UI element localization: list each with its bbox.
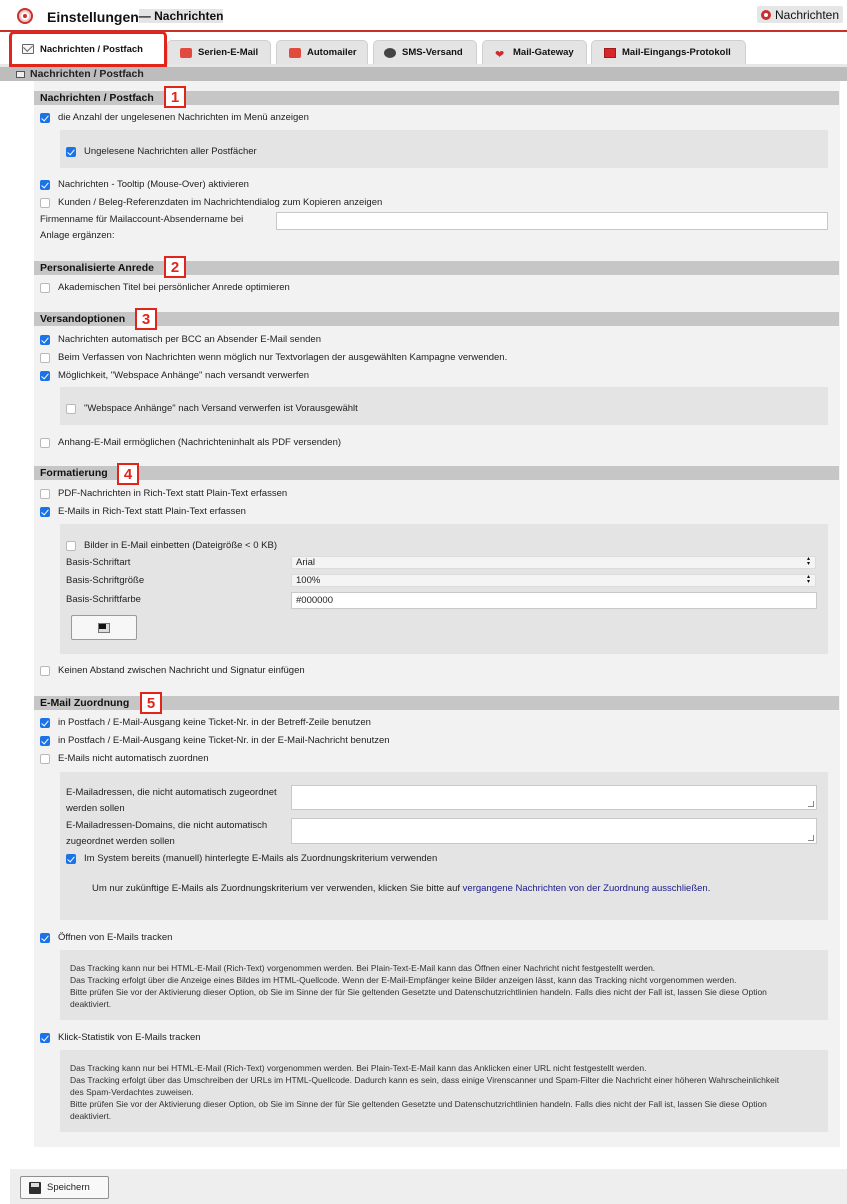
breadcrumb (0, 67, 847, 81)
section-header-anrede (34, 261, 839, 275)
option-pdf-richtext[interactable] (40, 488, 287, 499)
page-title-main: Einstellungen (47, 9, 139, 25)
tab-label: Nachrichten / Postfach (40, 43, 143, 55)
option-track-open[interactable] (40, 932, 172, 943)
checkbox-unchecked[interactable] (40, 438, 50, 448)
assignment-info-box (86, 871, 817, 905)
font-color-input[interactable]: #000000 (291, 592, 817, 609)
checkbox-unchecked[interactable] (40, 353, 50, 363)
option-no-auto-assign[interactable] (40, 753, 209, 764)
annotation-badge: 3 (135, 308, 157, 330)
option-ticket-subject[interactable] (40, 717, 371, 728)
note-line: Das Tracking erfolgt über das Umschreiben der URLs im HTML-Quellcode. Dadurch kann es sein, dass einige Virenscanner und Spam-Filter die Nachricht einer höheren Wahrscheinlichkeit (70, 1075, 780, 1085)
option-label: die Anzahl der ungelesenen Nachrichten im Menü anzeigen (58, 112, 309, 123)
section-title: Versandoptionen (40, 313, 126, 325)
save-disk-icon (29, 1182, 41, 1194)
option-attachment[interactable] (40, 437, 341, 448)
note-line: Bitte prüfen Sie vor der Aktivierung dieser Option, ob Sie im Sinne der für Sie geltenden Gesetzte und Datenschutzrichtlinien handeln. Falls dies nicht der Fall ist, lassen Sie diese Option (70, 987, 767, 997)
option-label: Akademischen Titel bei persönlicher Anrede optimieren (58, 282, 290, 293)
checkbox-checked[interactable] (40, 933, 50, 943)
annotation-badge: 2 (164, 256, 186, 278)
tab-nachrichten-postfach[interactable] (9, 31, 167, 67)
label-line: E-Mailadressen, die nicht automatisch zugeordnet (66, 787, 277, 798)
company-name-label (40, 212, 243, 244)
checkbox-unchecked[interactable] (40, 489, 50, 499)
note-line: des Spam-Verdachtes zuweisen. (70, 1087, 194, 1097)
option-track-click[interactable] (40, 1032, 201, 1043)
font-size-select-value: 100% (296, 575, 321, 586)
option-references[interactable] (40, 197, 382, 208)
mail-icon (16, 71, 25, 78)
protocol-icon (604, 48, 616, 58)
save-button[interactable] (20, 1176, 109, 1199)
font-size-select[interactable] (291, 574, 816, 587)
option-label: Keinen Abstand zwischen Nachricht und Signatur einfügen (58, 665, 305, 676)
option-label: Klick-Statistik von E-Mails tracken (58, 1032, 201, 1043)
checkbox-checked[interactable] (40, 736, 50, 746)
tab-label: Mail-Gateway (513, 47, 574, 58)
breadcrumb-label: Nachrichten / Postfach (30, 68, 144, 80)
checkbox-checked[interactable] (40, 180, 50, 190)
tab-label: Serien-E-Mail (198, 47, 259, 58)
save-button-label: Speichern (47, 1182, 90, 1193)
section-header-postfach (34, 91, 839, 105)
option-embed-images[interactable] (66, 540, 277, 551)
section-title: Nachrichten / Postfach (40, 92, 154, 104)
checkbox-checked[interactable] (40, 507, 50, 517)
checkbox-checked[interactable] (40, 335, 50, 345)
domains-textarea[interactable] (291, 818, 817, 844)
option-ticket-body[interactable] (40, 735, 390, 746)
exclude-past-messages-link[interactable]: vergangene Nachrichten von der Zuordnung ausschließen (462, 882, 708, 894)
tab-label: SMS-Versand (402, 47, 463, 58)
sms-icon (384, 48, 396, 58)
note-line: Das Tracking kann nur bei HTML-E-Mail (Rich-Text) vorgenommen werden. Bei Plain-Text-E-Mail kann das Öffnen einer Nachricht nicht festgestellt werden. (70, 963, 656, 973)
checkbox-checked[interactable] (40, 113, 50, 123)
option-label: in Postfach / E-Mail-Ausgang keine Ticket-Nr. in der Betreff-Zeile benutzen (58, 717, 371, 728)
resize-handle-icon[interactable] (808, 835, 814, 841)
annotation-badge: 1 (164, 86, 186, 108)
font-color-label: Basis-Schriftfarbe (66, 594, 141, 605)
option-label: Öffnen von E-Mails tracken (58, 932, 173, 943)
label-line: E-Mailadressen-Domains, die nicht automatisch (66, 820, 268, 831)
tab-sms-versand[interactable] (373, 40, 477, 64)
label-line: Anlage ergänzen: (40, 230, 115, 241)
note-line: deaktiviert. (70, 999, 112, 1009)
page-title (47, 9, 224, 25)
option-label: Nachrichten automatisch per BCC an Absender E-Mail senden (58, 334, 321, 345)
option-unread-count[interactable] (40, 112, 309, 123)
font-select[interactable] (291, 556, 816, 569)
app-logo-icon (17, 8, 33, 24)
note-line: Bitte prüfen Sie vor der Aktivierung dieser Option, ob Sie im Sinne der für Sie geltenden Gesetzte und Datenschutzrichtlinien handeln. Falls dies nicht der Fall ist, lassen Sie diese Option (70, 1099, 767, 1109)
section-title: Personalisierte Anrede (40, 262, 154, 274)
option-templates[interactable] (40, 352, 507, 363)
note-line: Das Tracking kann nur bei HTML-E-Mail (Rich-Text) vorgenommen werden. Bei Plain-Text-E-Mail kann das Anklicken einer URL nicht festgestellt werden. (70, 1063, 647, 1073)
annotation-badge: 5 (140, 692, 162, 714)
option-webspace-default[interactable] (66, 403, 358, 414)
option-label: Möglichkeit, "Webspace Anhänge" nach versandt verwerfen (58, 370, 310, 381)
page-title-sub: — Nachrichten (138, 9, 224, 23)
tab-label: Mail-Eingangs-Protokoll (622, 47, 731, 58)
info-text: Um nur zukünftige E-Mails als Zuordnungskriterium ver verwenden, klicken Sie bitte auf (92, 882, 463, 894)
info-text-end: . (707, 882, 711, 894)
option-label: E-Mails nicht automatisch zuordnen (58, 753, 209, 764)
company-name-input[interactable] (276, 212, 828, 230)
label-line: Firmenname für Mailaccount-Absendername bei (40, 214, 244, 225)
note-line: deaktiviert. (70, 1111, 112, 1121)
option-label: in Postfach / E-Mail-Ausgang keine Ticket-Nr. in der E-Mail-Nachricht benutzen (58, 735, 390, 746)
font-select-value: Arial (296, 557, 316, 568)
section-title: Formatierung (40, 467, 108, 479)
option-label: Im System bereits (manuell) hinterlegte E-Mails als Zuordnungskriterium verwenden (84, 853, 438, 864)
heart-icon: ❤ (495, 48, 505, 61)
option-tooltip[interactable] (40, 179, 249, 190)
domains-label (66, 818, 267, 850)
option-label: PDF-Nachrichten in Rich-Text statt Plain-Text erfassen (58, 488, 288, 499)
automailer-icon (289, 48, 301, 58)
tab-automailer[interactable] (276, 40, 368, 64)
option-label: Kunden / Beleg-Referenzdaten im Nachrichtendialog zum Kopieren anzeigen (58, 197, 383, 208)
addresses-textarea[interactable] (291, 785, 817, 810)
option-manual-emails[interactable] (66, 853, 437, 864)
checkbox-checked[interactable] (66, 147, 76, 157)
tab-mail-eingangs-protokoll[interactable] (591, 40, 746, 64)
label-line: werden sollen (66, 803, 125, 814)
tab-serien-e-mail[interactable] (167, 40, 271, 64)
annotation-badge: 4 (117, 463, 139, 485)
color-swatch-icon (98, 623, 110, 633)
option-label: Bilder in E-Mail einbetten (Dateigröße < 0 KB) (84, 540, 277, 551)
tab-mail-gateway[interactable] (482, 40, 587, 64)
checkbox-unchecked[interactable] (66, 541, 76, 551)
option-label: Anhang-E-Mail ermöglichen (Nachrichteninhalt als PDF versenden) (58, 437, 342, 448)
serial-mail-icon (180, 48, 192, 58)
option-mail-richtext[interactable] (40, 506, 246, 517)
mail-icon (22, 44, 34, 54)
checkbox-unchecked[interactable] (40, 754, 50, 764)
footer-bar (10, 1169, 847, 1204)
checkbox-unchecked[interactable] (40, 666, 50, 676)
addresses-label (66, 785, 277, 817)
option-bcc[interactable] (40, 334, 321, 345)
note-line: Das Tracking erfolgt über die Anzeige eines Bildes im HTML-Quellcode. Wenn der E-Mail-Empfänger keine Bilder anzeigen lässt, kann das Tracking nicht vorgenommen werden. (70, 975, 737, 985)
option-no-gap-signature[interactable] (40, 665, 305, 676)
option-label: E-Mails in Rich-Text statt Plain-Text erfassen (58, 506, 246, 517)
section-header-formatierung (34, 466, 839, 480)
font-label: Basis-Schriftart (66, 557, 131, 568)
option-label: Ungelesene Nachrichten aller Postfächer (84, 146, 257, 157)
option-label: "Webspace Anhänge" nach Versand verwerfen ist Vorausgewählt (84, 403, 358, 414)
color-picker-button[interactable] (71, 615, 137, 640)
checkbox-unchecked[interactable] (40, 198, 50, 208)
checkbox-checked[interactable] (40, 371, 50, 381)
tab-label: Automailer (307, 47, 357, 58)
label-line: zugeordnet werden sollen (66, 836, 175, 847)
checkbox-checked[interactable] (40, 718, 50, 728)
option-unread-all[interactable] (66, 146, 257, 157)
option-label: Nachrichten - Tooltip (Mouse-Over) aktivieren (58, 179, 249, 190)
messages-icon (761, 10, 771, 20)
track-open-note (60, 950, 828, 1020)
messages-button-label: Nachrichten (775, 7, 840, 22)
messages-button[interactable] (757, 6, 843, 23)
section-title: E-Mail Zuordnung (40, 697, 130, 709)
track-click-note (60, 1050, 828, 1132)
checkbox-checked[interactable] (40, 1033, 50, 1043)
checkbox-unchecked[interactable] (40, 283, 50, 293)
font-size-label: Basis-Schriftgröße (66, 575, 145, 586)
checkbox-unchecked[interactable] (66, 404, 76, 414)
checkbox-checked[interactable] (66, 854, 76, 864)
option-label: Beim Verfassen von Nachrichten wenn möglich nur Textvorlagen der ausgewählten Kampagne verwenden. (58, 352, 508, 363)
option-webspace[interactable] (40, 370, 309, 381)
resize-handle-icon[interactable] (808, 801, 814, 807)
option-academic-titles[interactable] (40, 282, 290, 293)
